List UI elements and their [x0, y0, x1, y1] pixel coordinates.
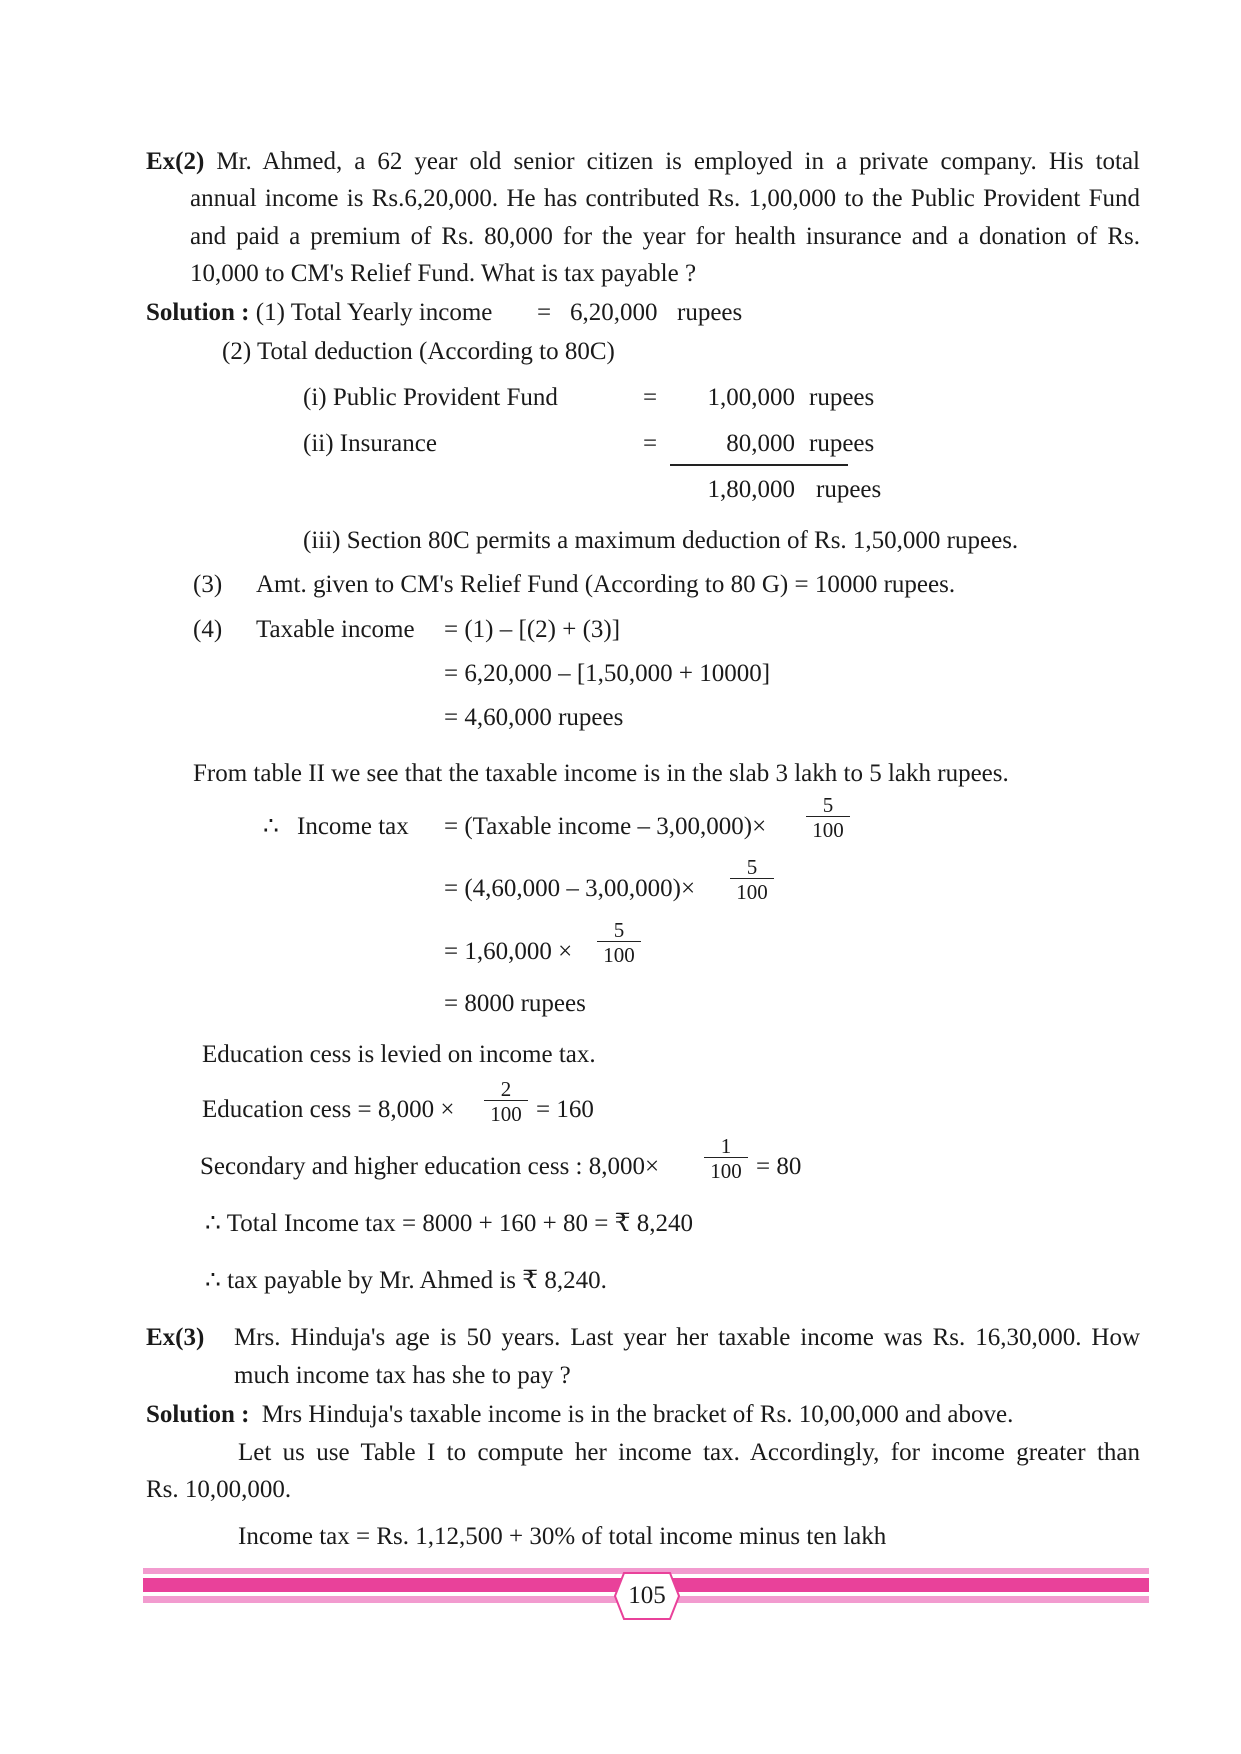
table-note: From table II we see that the taxable income is in the slab 3 lakh to 5 lakh rupees. [193, 760, 1009, 787]
fraction-5-100 [730, 856, 774, 903]
deduction-insurance-unit: rupees [809, 430, 875, 457]
deduction-total-value: 1,80,000 [707, 476, 795, 503]
deduction-ppf-unit: rupees [809, 384, 875, 411]
solution3-text: Mrs Hinduja's taxable income is in the bracket of Rs. 10,00,000 and above. [261, 1401, 1014, 1428]
deduction-ppf-value: 1,00,000 [707, 384, 795, 411]
ex2-question-rest: annual income is Rs.6,20,000. He has contributed Rs. 1,00,000 to the Public Provident Fund and paid a premium of Rs. 80,000 for the year for health insurance and a donation of Rs. 10,000 to CM's Relief Fund. What is tax payable ? [190, 185, 1140, 287]
step3-text: Amt. given to CM's Relief Fund (According to 80 G) = 10000 rupees. [256, 571, 956, 598]
step4-number: (4) [193, 616, 223, 643]
fraction-numerator: 5 [613, 918, 625, 942]
deduction-total-unit: rupees [816, 476, 882, 503]
page-number: 105 [628, 1582, 666, 1609]
education-cess-pre: Education cess = 8,000 × [202, 1096, 455, 1123]
deduction-insurance-value: 80,000 [726, 430, 795, 457]
sum-underline [670, 464, 848, 466]
solution3-para-first: Let us use Table I to compute her income tax. Accordingly, for income greater than [238, 1439, 1140, 1466]
deduction-insurance-eq: = [643, 430, 658, 457]
solution3-line1 [146, 1399, 1013, 1431]
ex2-question-first: Mr. Ahmed, a 62 year old senior citizen is employed in a private company. His total [216, 148, 1141, 175]
deduction-ppf-eq: = [643, 384, 658, 411]
total-yearly-income-value: 6,20,000 [570, 299, 658, 326]
fraction-2-100 [484, 1078, 528, 1125]
higher-cess-pre: Secondary and higher education cess : 8,000× [200, 1153, 660, 1180]
income-tax-eq2: = (4,60,000 – 3,00,000)× [444, 875, 696, 902]
fraction-numerator: 1 [720, 1134, 732, 1158]
tax-payable: ∴ tax payable by Mr. Ahmed is ₹ 8,240. [205, 1267, 607, 1294]
total-yearly-income-unit: rupees [677, 299, 743, 326]
fraction-numerator: 5 [822, 793, 834, 817]
fraction-5-100 [806, 794, 850, 841]
income-tax-eq1: = (Taxable income – 3,00,000)× [444, 813, 767, 840]
ex2-label: Ex(2) [146, 148, 205, 175]
solution2-line1 [146, 297, 492, 329]
income-tax-eq4: = 8000 rupees [444, 990, 586, 1017]
income-tax-eq3: = 1,60,000 × [444, 938, 573, 965]
cess-note: Education cess is levied on income tax. [202, 1041, 596, 1068]
fraction-denominator: 100 [704, 1157, 748, 1182]
ex2-question-line1 [146, 146, 1140, 178]
step3-number: (3) [193, 571, 223, 598]
step4-eq2: = 6,20,000 – [1,50,000 + 10000] [444, 660, 771, 687]
total-yearly-income-eq: = [537, 299, 552, 326]
fraction-1-100 [704, 1135, 748, 1182]
section-80c-note: (iii) Section 80C permits a maximum deduction of Rs. 1,50,000 rupees. [303, 527, 1019, 554]
total-yearly-income-label: (1) Total Yearly income [255, 299, 493, 326]
ex3-label: Ex(3) [146, 1324, 205, 1351]
step4-eq1: = (1) – [(2) + (3)] [444, 616, 621, 643]
fraction-numerator: 2 [500, 1077, 512, 1101]
ex3-question: Mrs. Hinduja's age is 50 years. Last year her taxable income was Rs. 16,30,000. How much income tax has she to pay ? [234, 1324, 1140, 1389]
therefore-symbol: ∴ [263, 813, 279, 840]
education-cess-post: = 160 [536, 1096, 594, 1123]
fraction-denominator: 100 [484, 1100, 528, 1125]
deduction-insurance-label: (ii) Insurance [303, 430, 437, 457]
fraction-denominator: 100 [730, 878, 774, 903]
total-deduction-heading: (2) Total deduction (According to 80C) [222, 338, 615, 365]
fraction-5-100 [597, 919, 641, 966]
step4-label: Taxable income [256, 616, 415, 643]
income-tax-formula: Income tax = Rs. 1,12,500 + 30% of total income minus ten lakh [238, 1523, 887, 1550]
fraction-denominator: 100 [597, 941, 641, 966]
solution3-label: Solution : [146, 1401, 250, 1428]
higher-cess-post: = 80 [756, 1153, 802, 1180]
solution3-para-rest: Rs. 10,00,000. [146, 1476, 292, 1503]
deduction-ppf-label: (i) Public Provident Fund [303, 384, 558, 411]
solution2-label: Solution : [146, 299, 250, 326]
income-tax-label: Income tax [297, 813, 409, 840]
fraction-denominator: 100 [806, 816, 850, 841]
total-income-tax: ∴ Total Income tax = 8000 + 160 + 80 = ₹ 8,240 [205, 1210, 694, 1237]
fraction-numerator: 5 [746, 855, 758, 879]
step4-eq3: = 4,60,000 rupees [444, 704, 624, 731]
